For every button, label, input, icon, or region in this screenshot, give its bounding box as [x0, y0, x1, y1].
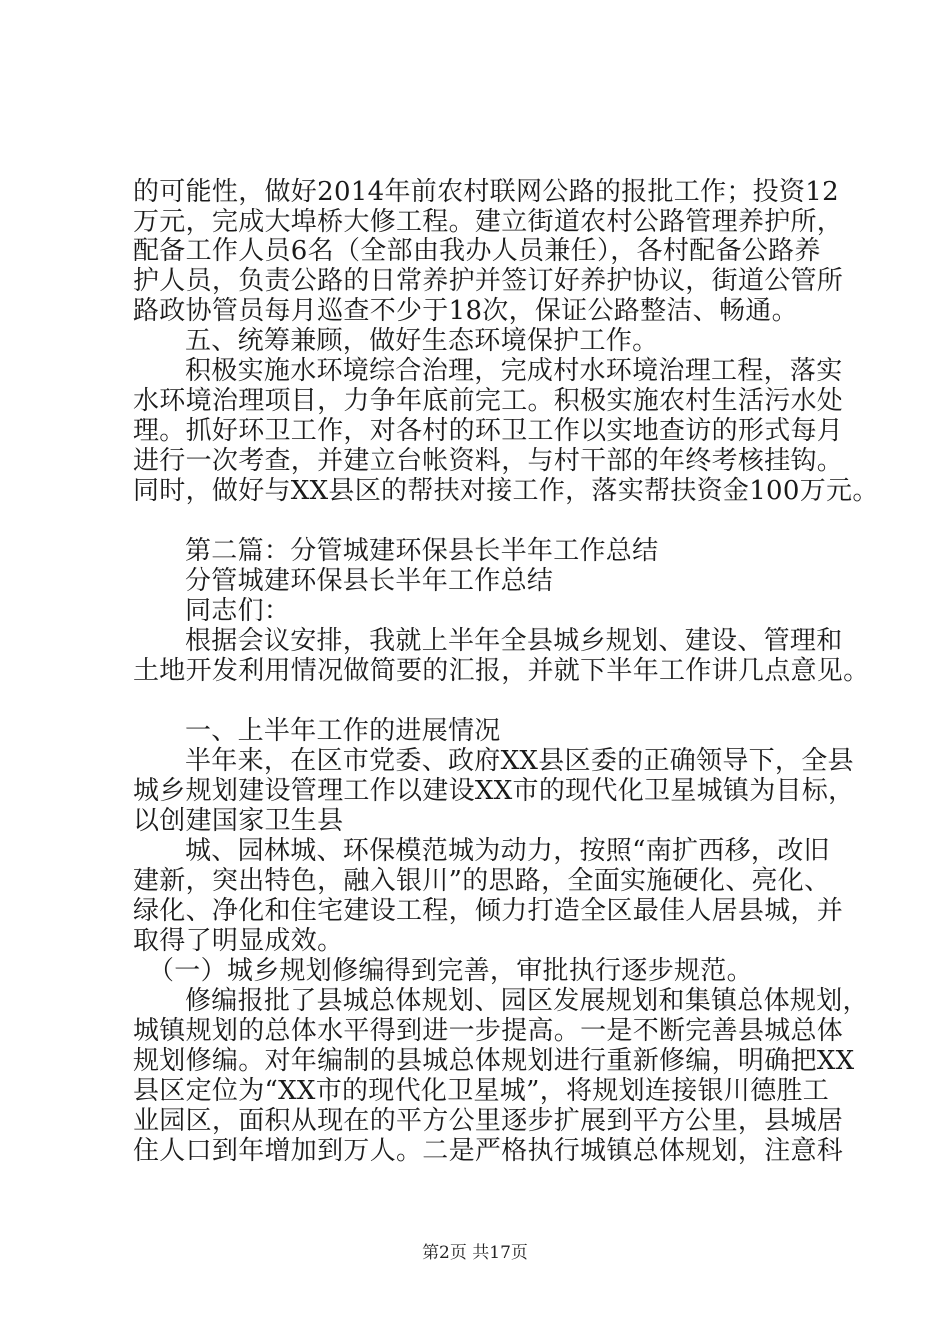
body-text-line: 城乡规划建设管理工作以建设XX市的现代化卫星城镇为目标， — [133, 776, 855, 806]
section-heading: 五、统筹兼顾，做好生态环境保护工作。 — [185, 326, 659, 356]
body-text-line: 护人员，负责公路的日常养护并签订好养护协议，街道公管所 — [133, 266, 844, 296]
body-text-line: 县区定位为“XX市的现代化卫星城”，将规划连接银川德胜工 — [133, 1076, 830, 1106]
body-text-line: 绿化、净化和住宅建设工程，倾力打造全区最佳人居县城，并 — [133, 896, 844, 926]
body-text-line: 的可能性，做好2014年前农村联网公路的报批工作；投资12 — [133, 177, 839, 207]
body-text-line: 根据会议安排，我就上半年全县城乡规划、建设、管理和 — [185, 626, 843, 656]
body-text-line: 积极实施水环境综合治理，完成村水环境治理工程，落实 — [185, 356, 843, 386]
document-title: 分管城建环保县长半年工作总结 — [185, 566, 554, 596]
body-text-line: 万元，完成大埠桥大修工程。建立街道农村公路管理养护所， — [133, 207, 844, 237]
body-text-line: 规划修编。对年编制的县城总体规划进行重新修编，明确把XX — [133, 1046, 855, 1076]
body-text-line: 业园区，面积从现在的平方公里逐步扩展到平方公里，县城居 — [133, 1106, 844, 1136]
body-text-line: 半年来，在区市党委、政府XX县区委的正确领导下，全县 — [185, 746, 854, 776]
body-text-line: 城镇规划的总体水平得到进一步提高。一是不断完善县城总体 — [133, 1016, 844, 1046]
body-text-line: 住人口到年增加到万人。二是严格执行城镇总体规划，注意科 — [133, 1136, 844, 1166]
body-text-line: 水环境治理项目，力争年底前完工。积极实施农村生活污水处 — [133, 386, 844, 416]
body-text-line: 建新，突出特色，融入银川”的思路，全面实施硬化、亮化、 — [133, 866, 831, 896]
body-text-line: 理。抓好环卫工作，对各村的环卫工作以实地查访的形式每月 — [133, 416, 844, 446]
body-text-line: 进行一次考查，并建立台帐资料，与村干部的年终考核挂钩。 — [133, 446, 844, 476]
body-text-line: 配备工作人员6名（全部由我办人员兼任），各村配备公路养 — [133, 236, 821, 266]
salutation: 同志们： — [185, 596, 291, 626]
chapter-title: 第二篇：分管城建环保县长半年工作总结 — [185, 536, 659, 566]
body-text-line: 以创建国家卫生县 — [133, 806, 344, 836]
section-heading: 一、上半年工作的进展情况 — [185, 716, 501, 746]
subsection-heading: （一）城乡规划修编得到完善，审批执行逐步规范。 — [148, 956, 753, 986]
body-text-line: 修编报批了县城总体规划、园区发展规划和集镇总体规划， — [185, 986, 869, 1016]
page-number-footer: 第2页 共17页 — [422, 1243, 528, 1263]
body-text-line: 同时，做好与XX县区的帮扶对接工作，落实帮扶资金100万元。 — [133, 476, 879, 506]
body-text-line: 路政协管员每月巡查不少于18次，保证公路整洁、畅通。 — [133, 296, 798, 326]
body-text-line: 土地开发利用情况做简要的汇报，并就下半年工作讲几点意见。 — [133, 656, 870, 686]
body-text-line: 取得了明显成效。 — [133, 926, 344, 956]
body-text-line: 城、园林城、环保模范城为动力，按照“南扩西移，改旧 — [185, 836, 830, 866]
